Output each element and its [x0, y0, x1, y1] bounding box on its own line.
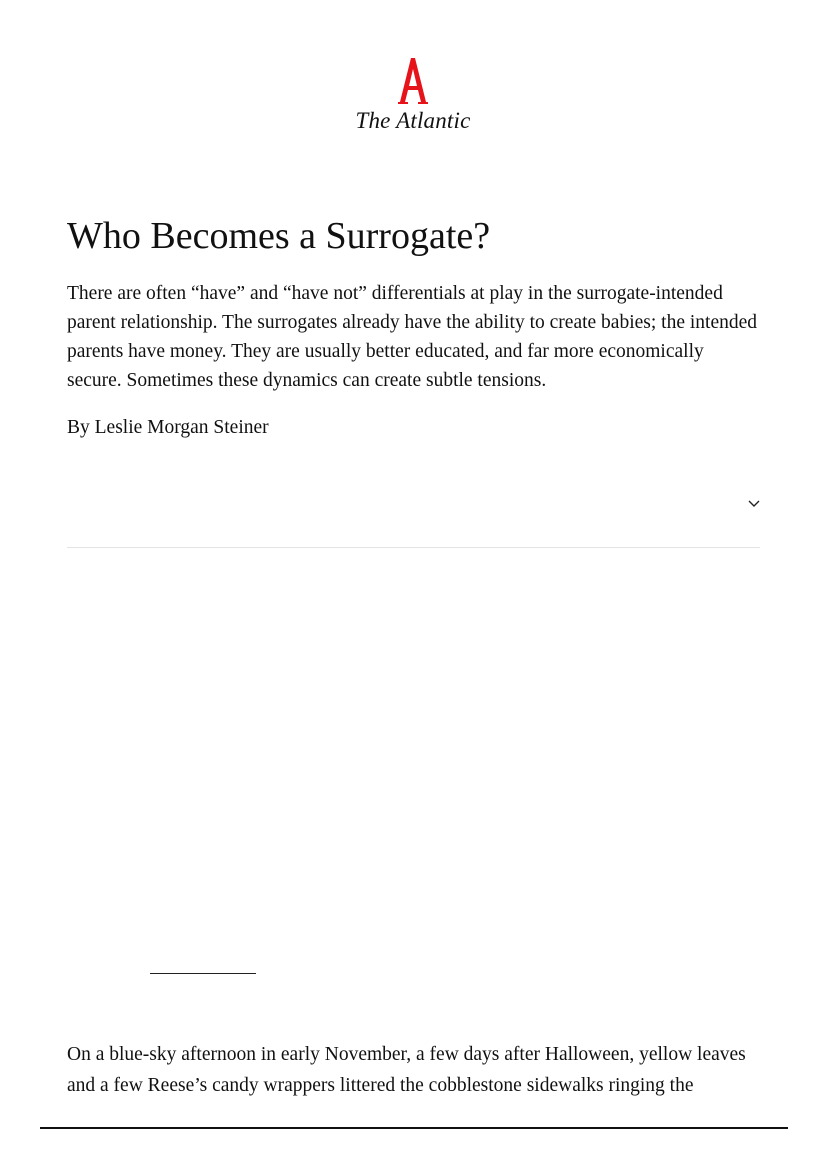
lead-media-area — [67, 560, 760, 960]
masthead — [0, 56, 826, 134]
atlantic-a-logo-icon — [397, 56, 429, 106]
article-dek: There are often “have” and “have not” differentials at play in the surrogate-intended parent relationship. The surrogates already have the ability to create babies; the intended parents have money. They are usually better educated, and far more economically secure. Sometimes these dynamics can create subtle tensions. — [67, 283, 758, 391]
chevron-down-icon — [744, 494, 764, 514]
logo-link[interactable] — [355, 56, 470, 134]
expand-toggle-button[interactable] — [744, 494, 764, 514]
logo-wordmark: The Atlantic — [355, 108, 471, 133]
article-body-paragraph: On a blue-sky afternoon in early November, a few days after Halloween, yellow leaves and a few Reese’s candy wrappers littered the cobblestone sidewalks ringing the — [67, 1044, 746, 1096]
article-byline: By Leslie Morgan Steiner — [67, 417, 269, 438]
article-headline: Who Becomes a Surrogate? — [67, 215, 491, 257]
bottom-rule — [40, 1127, 788, 1129]
header-divider — [67, 547, 760, 548]
caption-rule — [150, 973, 256, 974]
